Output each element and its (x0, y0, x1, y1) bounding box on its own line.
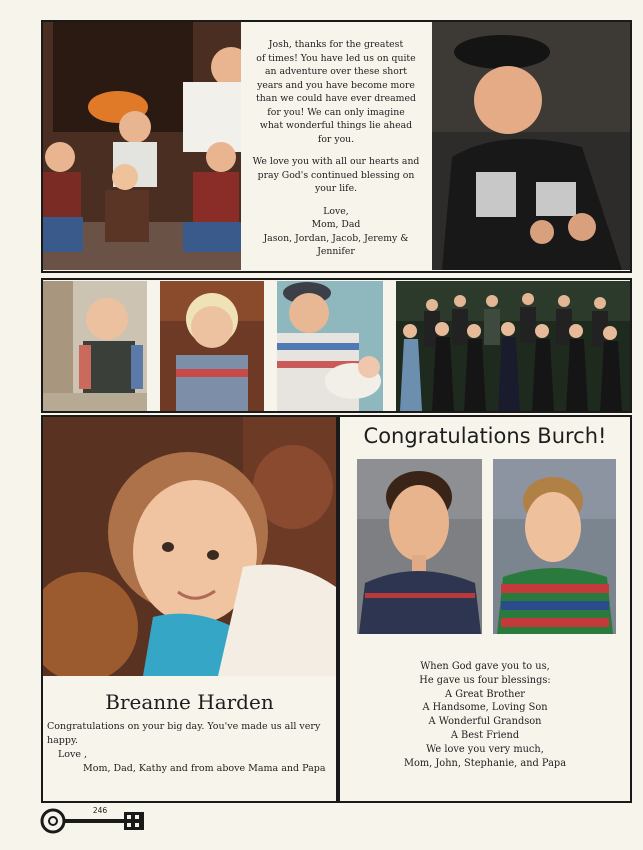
poem-line: A Best Friend (450, 729, 520, 741)
message-line: for you! We can only imagine (267, 106, 405, 118)
closing-line: Mom, Dad (311, 219, 361, 230)
message-line: than we could have ever dreamed (256, 93, 416, 104)
breanne-name: Breanne Harden (105, 690, 274, 714)
closing-line: Jason, Jordan, Jacob, Jeremy & (263, 232, 409, 244)
message-line: your life. (314, 183, 358, 194)
breanne-message-text: Congratulations on your big day. You've made us all very happy. (47, 721, 321, 746)
poem-line: When God gave you to us, (420, 661, 550, 672)
poem-line: Mom, John, Stephanie, and Papa (403, 757, 567, 769)
message-line: for you. (317, 133, 355, 145)
baby-photo-overalls (43, 281, 147, 411)
message-line: what wonderful things lie ahead (259, 120, 413, 131)
message-line: pray God's continued blessing on (257, 169, 415, 181)
poem-line: A Great Brother (445, 688, 525, 700)
breanne-love: Love , (58, 749, 88, 760)
burch-heading: Congratulations Burch! (363, 424, 607, 448)
message-line: years and you have become more (257, 79, 415, 91)
breanne-baby-photo (43, 417, 336, 676)
message-line: an adventure over these short (264, 66, 408, 77)
closing-line: Love, (323, 205, 349, 217)
poem-line: He gave us four blessings: (419, 674, 551, 686)
page-number: 246 (92, 806, 108, 815)
message-line: Josh, thanks for the greatest (268, 39, 404, 50)
burch-poem (340, 660, 630, 770)
poem-line: We love you very much, (426, 743, 544, 755)
poem-line: A Wonderful Grandson (428, 716, 542, 728)
josh-message (244, 38, 428, 259)
closing-line: Jennifer (317, 246, 355, 257)
message-line: We love you with all our hearts and (252, 156, 420, 167)
burch-child-photo (493, 459, 616, 634)
message-line: of times! You have led us on quite (256, 52, 416, 64)
burch-teen-photo (357, 459, 482, 634)
toddler-photo-blond (160, 281, 264, 411)
breanne-signature: Mom, Dad, Kathy and from above Mama and Papa (83, 763, 326, 774)
boy-with-baby-photo (277, 281, 383, 411)
family-photo (43, 22, 241, 270)
poem-line: A Handsome, Loving Son (422, 702, 548, 714)
baseball-photo (432, 22, 630, 270)
prom-group-photo (396, 281, 630, 411)
breanne-message (47, 720, 333, 776)
